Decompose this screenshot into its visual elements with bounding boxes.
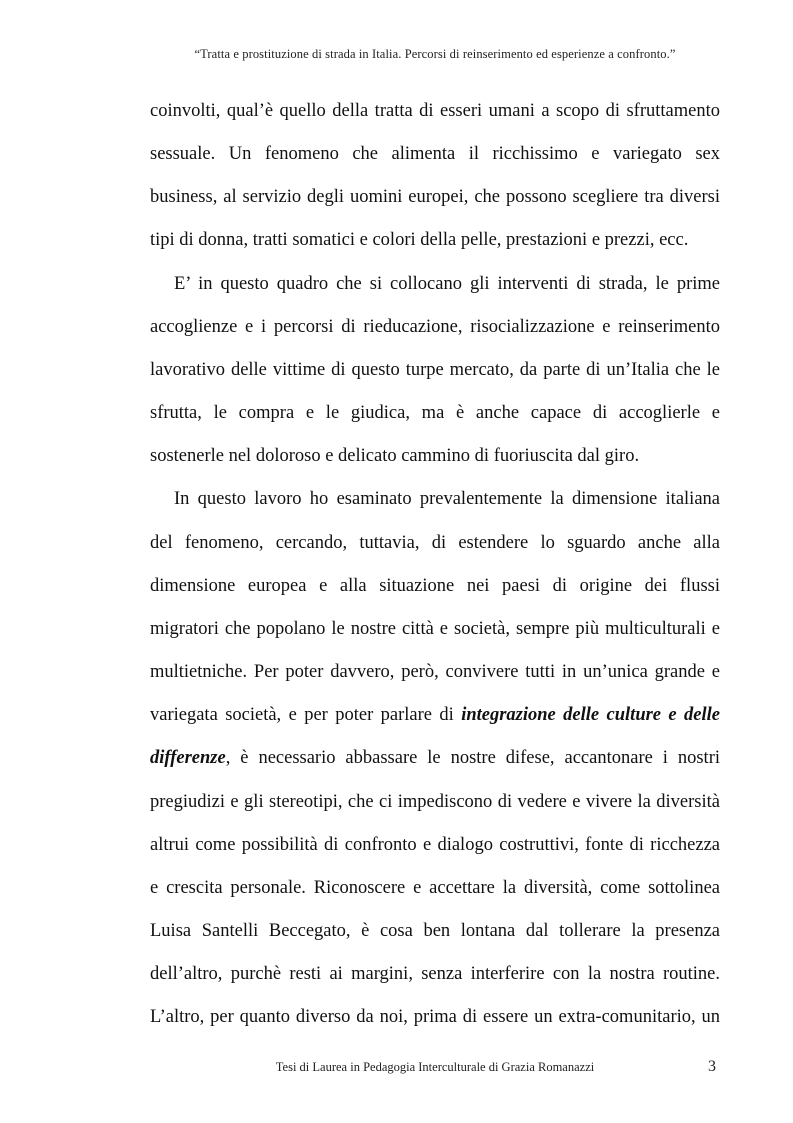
text-run: , è necessario abbassare le nostre difese, accantonare i nostri bbox=[225, 748, 720, 769]
text-line bbox=[150, 694, 720, 737]
page-number: 3 bbox=[708, 1058, 716, 1075]
text-line: business, al servizio degli uomini europei, che possono scegliere tra diversi bbox=[150, 187, 720, 208]
text-line: dell’altro, purchè resti ai margini, senza interferire con la nostra routine. bbox=[150, 964, 720, 985]
text-line: del fenomeno, cercando, tuttavia, di estendere lo sguardo anche alla bbox=[150, 532, 720, 553]
paragraph-2 bbox=[150, 263, 720, 479]
text-line: sessuale. Un fenomeno che alimenta il ricchissimo e variegato sex bbox=[150, 144, 720, 165]
thesis-credit: Tesi di Laurea in Pedagogia Interculturale di Grazia Romanazzi bbox=[275, 1060, 595, 1074]
text-line bbox=[150, 737, 720, 780]
text-line: In questo lavoro ho esaminato prevalentemente la dimensione italiana bbox=[174, 489, 720, 510]
text-line: tipi di donna, tratti somatici e colori della pelle, prestazioni e prezzi, ecc. bbox=[150, 230, 689, 251]
running-header: “Tratta e prostituzione di strada in Italia. Percorsi di reinserimento ed esperienze a confronto.” bbox=[194, 47, 676, 61]
text-line: dimensione europea e alla situazione nei paesi di origine dei flussi bbox=[150, 575, 720, 596]
text-line: e crescita personale. Riconoscere e accettare la diversità, come sottolinea bbox=[150, 877, 720, 898]
text-line: sfrutta, le compra e le giudica, ma è anche capace di accoglierle e bbox=[150, 403, 720, 424]
emphasized-phrase: integrazione delle culture e delle bbox=[461, 705, 720, 726]
text-line: altrui come possibilità di confronto e dialogo costruttivi, fonte di ricchezza bbox=[150, 834, 720, 855]
text-line: pregiudizi e gli stereotipi, che ci impediscono di vedere e vivere la diversità bbox=[150, 791, 720, 812]
text-line: multietniche. Per poter davvero, però, convivere tutti in un’unica grande e bbox=[150, 662, 720, 683]
text-line: L’altro, per quanto diverso da noi, prima di essere un extra-comunitario, un bbox=[150, 1007, 720, 1028]
text-line: sostenerle nel doloroso e delicato cammino di fuoriuscita dal giro. bbox=[150, 446, 640, 467]
text-line: Luisa Santelli Beccegato, è cosa ben lontana dal tollerare la presenza bbox=[150, 920, 720, 941]
text-line: lavorativo delle vittime di questo turpe mercato, da parte di un’Italia che le bbox=[150, 359, 720, 380]
text-line: accoglienze e i percorsi di rieducazione, risocializzazione e reinserimento bbox=[150, 316, 720, 337]
paragraph-3 bbox=[150, 478, 720, 1039]
paragraph-1 bbox=[150, 90, 720, 263]
body-text bbox=[150, 90, 720, 1039]
text-line: E’ in questo quadro che si collocano gli interventi di strada, le prime bbox=[174, 273, 720, 294]
page-footer bbox=[150, 1058, 720, 1078]
emphasized-phrase: differenze bbox=[150, 748, 226, 769]
text-line: migratori che popolano le nostre città e società, sempre più multiculturali e bbox=[150, 618, 720, 639]
text-run: variegata società, e per poter parlare di bbox=[150, 705, 462, 726]
text-line: coinvolti, qual’è quello della tratta di esseri umani a scopo di sfruttamento bbox=[150, 101, 720, 121]
